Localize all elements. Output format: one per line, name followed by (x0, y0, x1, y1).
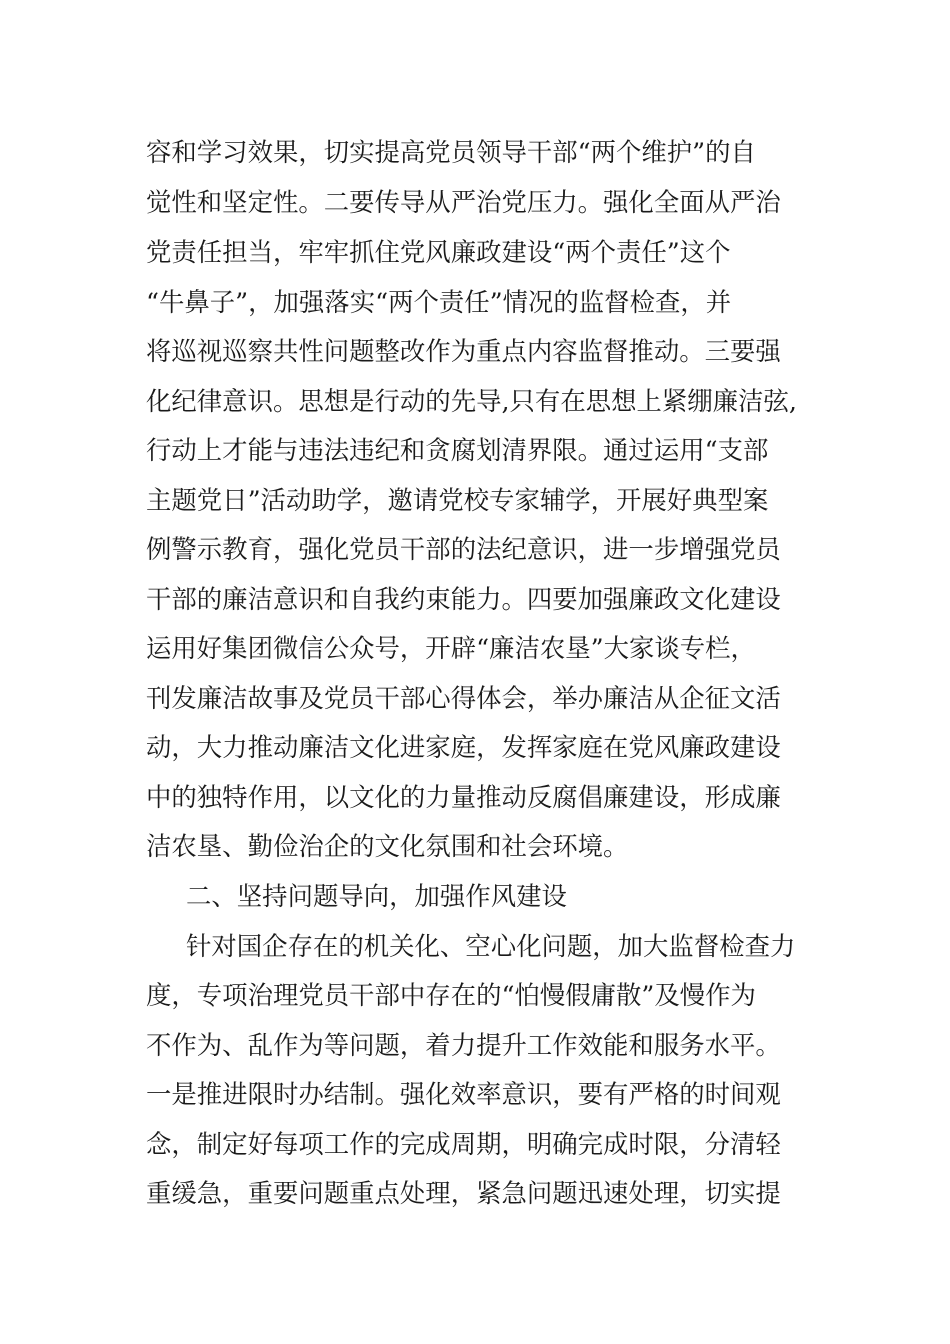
text-line: 觉性和坚定性。二要传导从严治党压力。强化全面从严治 (146, 187, 781, 217)
text-line: 行动上才能与违法违纪和贪腐划清界限。通过运用“支部 (146, 435, 769, 465)
text-line: 主题党日”活动助学，邀请党校专家辅学，开展好典型案 (146, 485, 769, 515)
text-line: 化纪律意识。思想是行动的先导,只有在思想上紧绷廉洁弦, (146, 386, 797, 416)
text-line: 中的独特作用，以文化的力量推动反腐倡廉建设，形成廉 (146, 782, 781, 812)
paragraph-first-line: 针对国企存在的机关化、空心化问题，加大监督检查力 (186, 931, 796, 961)
section-heading: 二、坚持问题导向，加强作风建设 (186, 881, 567, 911)
text-line: 党责任担当，牢牢抓住党风廉政建设“两个责任”这个 (146, 237, 731, 267)
text-line: 干部的廉洁意识和自我约束能力。四要加强廉政文化建设 (146, 584, 781, 614)
text-line: “牛鼻子”，加强落实“两个责任”情况的监督检查，并 (146, 287, 732, 317)
text-line: 刊发廉洁故事及党员干部心得体会，举办廉洁从企征文活 (146, 683, 781, 713)
text-line: 一是推进限时办结制。强化效率意识，要有严格的时间观 (146, 1079, 781, 1109)
text-line: 洁农垦、勤俭治企的文化氛围和社会环境。 (146, 831, 629, 861)
text-line: 念，制定好每项工作的完成周期，明确完成时限，分清轻 (146, 1129, 781, 1159)
text-line: 动，大力推动廉洁文化进家庭，发挥家庭在党风廉政建设 (146, 732, 781, 762)
text-line: 容和学习效果，切实提高党员领导干部“两个维护”的自 (146, 137, 756, 167)
text-line: 重缓急，重要问题重点处理，紧急问题迅速处理，切实提 (146, 1178, 781, 1208)
text-line: 不作为、乱作为等问题，着力提升工作效能和服务水平。 (146, 1030, 781, 1060)
text-line: 运用好集团微信公众号，开辟“廉洁农垦”大家谈专栏， (146, 633, 756, 663)
text-line: 度，专项治理党员干部中存在的“怕慢假庸散”及慢作为 (146, 980, 756, 1010)
text-line: 例警示教育，强化党员干部的法纪意识，进一步增强党员 (146, 534, 781, 564)
text-line: 将巡视巡察共性问题整改作为重点内容监督推动。三要强 (146, 336, 781, 366)
